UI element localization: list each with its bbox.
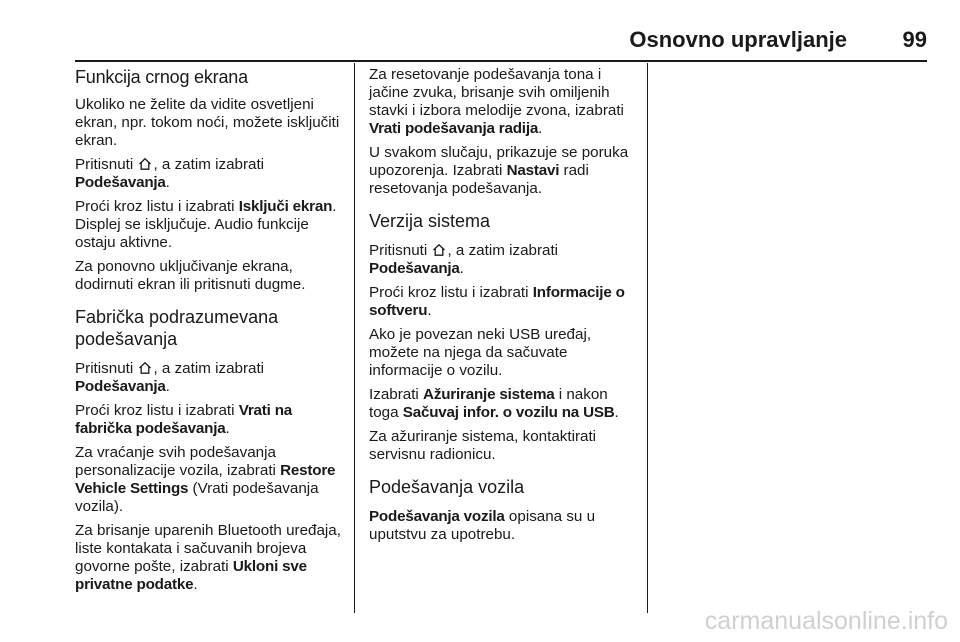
- paragraph: [369, 144, 637, 198]
- menu-term: Podešavanja: [75, 174, 166, 191]
- text: (Vrati podešavanja vozila).: [75, 480, 319, 515]
- column-divider-right: [647, 63, 648, 613]
- text: Proći kroz listu i izabrati: [369, 284, 529, 301]
- text: i nakon toga: [369, 386, 608, 421]
- menu-term: Sačuvaj infor. o vozilu na USB: [402, 404, 615, 421]
- menu-term: Vrati podešavanja radija: [369, 120, 539, 137]
- section-heading-system-version: Verzija sistema: [369, 211, 491, 231]
- text: Pritisnuti: [75, 156, 134, 173]
- text: , a zatim izabrati: [447, 242, 559, 259]
- menu-term: Restore Vehicle Settings: [75, 462, 336, 497]
- menu-term: Informacije o softveru: [369, 284, 625, 319]
- paragraph: [369, 508, 637, 544]
- menu-term: Ažuriranje sistema: [423, 386, 555, 403]
- header-rule: [75, 60, 927, 62]
- text: opisana su u uputstvu za upotrebu.: [369, 508, 596, 543]
- menu-term: Podešavanja vozila: [369, 508, 505, 525]
- text: .: [459, 260, 464, 277]
- column-divider-left: [354, 63, 355, 613]
- text: .: [538, 120, 543, 137]
- paragraph: Za ponovno uključivanje ekrana, dodirnuti ekran ili pritisnuti dugme.: [75, 258, 306, 293]
- text: radi resetovanja podešavanja.: [369, 162, 589, 197]
- text: .: [193, 576, 198, 593]
- paragraph: Ukoliko ne želite da vidite osvetljeni ekran, npr. tokom noći, možete isključiti ekran.: [75, 96, 340, 149]
- paragraph: [75, 198, 347, 252]
- column-middle: [369, 66, 637, 550]
- text: Za vraćanje svih podešavanja personalizacije vozila, izabrati: [75, 444, 276, 479]
- text: , a zatim izabrati: [153, 156, 265, 173]
- menu-term: Ukloni sve privatne podatke: [75, 558, 307, 593]
- menu-term: Nastavi: [506, 162, 560, 179]
- text: U svakom slučaju, prikazuje se poruka upozorenja. Izabrati: [369, 144, 629, 179]
- watermark: carmanualsonline.info: [704, 607, 948, 635]
- text: Za brisanje uparenih Bluetooth uređaja, liste kontakata i sačuvanih brojeva govorne pošte, izabrati: [75, 522, 341, 575]
- paragraph: [75, 402, 347, 438]
- text: Proći kroz listu i izabrati: [75, 198, 235, 215]
- paragraph: [75, 360, 347, 396]
- section-heading-vehicle-settings: Podešavanja vozila: [369, 477, 525, 497]
- paragraph: [75, 522, 347, 594]
- page-header: [75, 27, 927, 53]
- paragraph: Ako je povezan neki USB uređaj, možete na njega da sačuvate informacije o vozilu.: [369, 326, 592, 379]
- section-heading-black-screen: Funkcija crnog ekrana: [75, 67, 248, 87]
- paragraph: [369, 242, 637, 278]
- menu-term: Vrati na fabrička podešavanja: [75, 402, 293, 437]
- home-icon: [138, 157, 152, 171]
- page-title: Osnovno upravljanje: [629, 27, 847, 52]
- text: Za resetovanje podešavanja tona i jačine zvuka, brisanje svih omiljenih stavki i izbora melodije zvona, izabrati: [369, 66, 624, 119]
- section-heading-factory-defaults: Fabrička podrazumevana podešavanja: [75, 307, 279, 349]
- text: .: [427, 302, 432, 319]
- text: Izabrati: [369, 386, 419, 403]
- column-left: [75, 66, 347, 600]
- menu-term: Isključi ekran: [238, 198, 333, 215]
- text: , a zatim izabrati: [153, 360, 265, 377]
- text: Pritisnuti: [75, 360, 134, 377]
- menu-term: Podešavanja: [75, 378, 166, 395]
- menu-term: Podešavanja: [369, 260, 460, 277]
- text: .: [165, 378, 170, 395]
- home-icon: [432, 243, 446, 257]
- text: Pritisnuti: [369, 242, 428, 259]
- paragraph: [369, 284, 637, 320]
- page-number: 99: [902, 27, 927, 52]
- paragraph: [369, 66, 637, 138]
- text: .: [165, 174, 170, 191]
- paragraph: [369, 386, 637, 422]
- paragraph: Za ažuriranje sistema, kontaktirati servisnu radionicu.: [369, 428, 597, 463]
- text: Proći kroz listu i izabrati: [75, 402, 235, 419]
- text: . Displej se isključuje. Audio funkcije ostaju aktivne.: [75, 198, 337, 251]
- paragraph: [75, 444, 347, 516]
- paragraph: [75, 156, 347, 192]
- text: .: [225, 420, 230, 437]
- text: .: [614, 404, 619, 421]
- home-icon: [138, 361, 152, 375]
